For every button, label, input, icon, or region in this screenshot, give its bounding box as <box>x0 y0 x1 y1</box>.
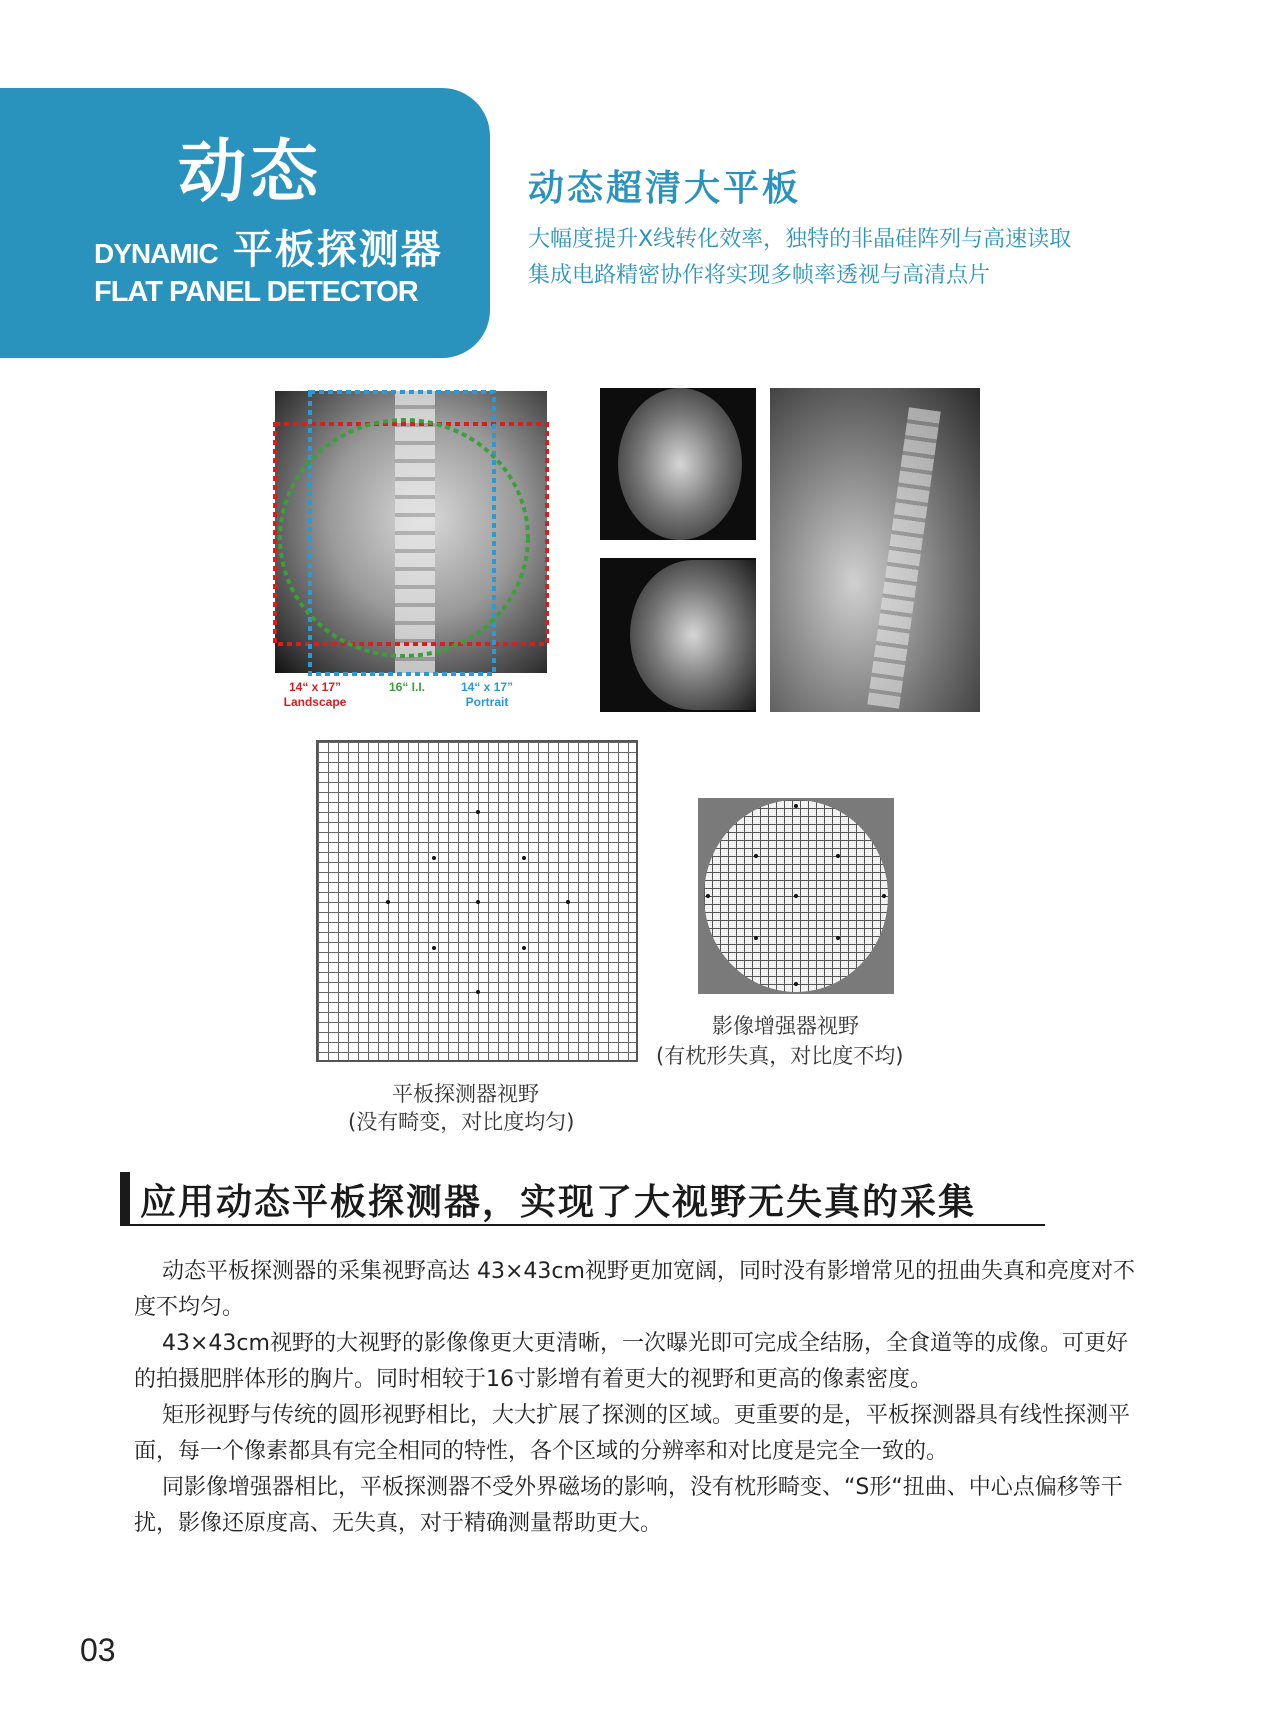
xray-swallow-1 <box>600 388 756 540</box>
xray-exposure <box>618 388 742 540</box>
landscape-text: Landscape <box>283 695 347 709</box>
grid-marker <box>432 856 436 860</box>
grid-marker <box>522 946 526 950</box>
grid-marker <box>882 894 886 898</box>
portrait-text: Portrait <box>465 695 509 709</box>
paragraph: 动态平板探测器的采集视野高达 43×43cm视野更加宽阔，同时没有影增常见的扭曲失真和亮度对不度不均匀。 <box>134 1259 1135 1320</box>
grid-marker <box>476 990 480 994</box>
feature-heading: 动态超清大平板 <box>528 168 802 209</box>
feature-line-2: 集成电路精密协作将实现多帧率透视与高清点片 <box>528 263 991 288</box>
section-marker <box>120 1172 130 1224</box>
grid-marker <box>706 894 710 898</box>
grid-marker <box>836 854 840 858</box>
paragraph: 43×43cm视野的大视野的影像像更大更清晰，一次曝光即可完成全结肠，全食道等的成像。可更好的拍摄肥胖体形的胸片。同时相较于16寸影增有着更大的视野和更高的像素密度。 <box>134 1331 1128 1392</box>
fov-overlay <box>272 388 552 678</box>
hero-subtitle-cn: 平板探测器 <box>232 227 443 273</box>
paragraph: 同影像增强器相比，平板探测器不受外界磁场的影响，没有枕形畸变、“S形“扭曲、中心点偏移等干扰，影像还原度高、无失真，对于精确测量帮助更大。 <box>134 1475 1123 1536</box>
ii-grid-figure <box>698 798 894 994</box>
fpd-caption-note: (没有畸变，对比度均匀) <box>348 1110 575 1134</box>
landscape-label <box>280 680 350 710</box>
paragraph: 矩形视野与传统的圆形视野相比，大大扩展了探测的区域。更重要的是，平板探测器具有线性探测平面，每一个像素都具有完全相同的特性，各个区域的分辨率和对比度是完全一致的。 <box>134 1403 1131 1464</box>
grid-marker <box>794 804 798 808</box>
grid-marker <box>566 900 570 904</box>
ii-caption-note: (有枕形失真，对比度不均) <box>656 1044 904 1068</box>
fov-comparison-figure <box>272 388 552 714</box>
hero-subtitle-en: DYNAMIC <box>94 238 218 269</box>
landscape-size: 14“ x 17” <box>288 680 342 694</box>
xray-exposure <box>630 560 756 710</box>
section-underline <box>120 1224 1045 1226</box>
hero-subtitle-line <box>94 218 443 275</box>
grid-marker <box>794 982 798 986</box>
grid-marker <box>476 900 480 904</box>
grid-marker <box>522 856 526 860</box>
portrait-size: 14“ x 17” <box>460 680 514 694</box>
ii-caption-title: 影像增强器视野 <box>712 1014 859 1038</box>
portrait-label <box>452 680 522 710</box>
section-title: 应用动态平板探测器，实现了大视野无失真的采集 <box>140 1182 977 1223</box>
fpd-grid-figure <box>316 740 638 1062</box>
title-banner <box>0 88 490 358</box>
page-number: 03 <box>80 1632 116 1668</box>
fpd-caption-title: 平板探测器视野 <box>392 1082 539 1106</box>
section-body <box>134 1254 1144 1542</box>
grid-marker <box>754 936 758 940</box>
grid-marker <box>386 900 390 904</box>
grid-marker <box>836 936 840 940</box>
grid-marker <box>794 894 798 898</box>
grid-marker <box>432 946 436 950</box>
grid-marker <box>754 854 758 858</box>
grid-marker <box>476 810 480 814</box>
hero-subtitle-en-2: FLAT PANEL DETECTOR <box>94 276 418 308</box>
xray-esophagus <box>770 388 980 712</box>
hero-title: 动态 <box>178 133 323 212</box>
xray-swallow-2 <box>600 558 756 712</box>
feature-line-1: 大幅度提升X线转化效率，独特的非晶硅阵列与高速读取 <box>528 227 1072 252</box>
ii-fov-circle <box>280 420 528 656</box>
ii-label: 16“ I.I. <box>388 680 426 694</box>
